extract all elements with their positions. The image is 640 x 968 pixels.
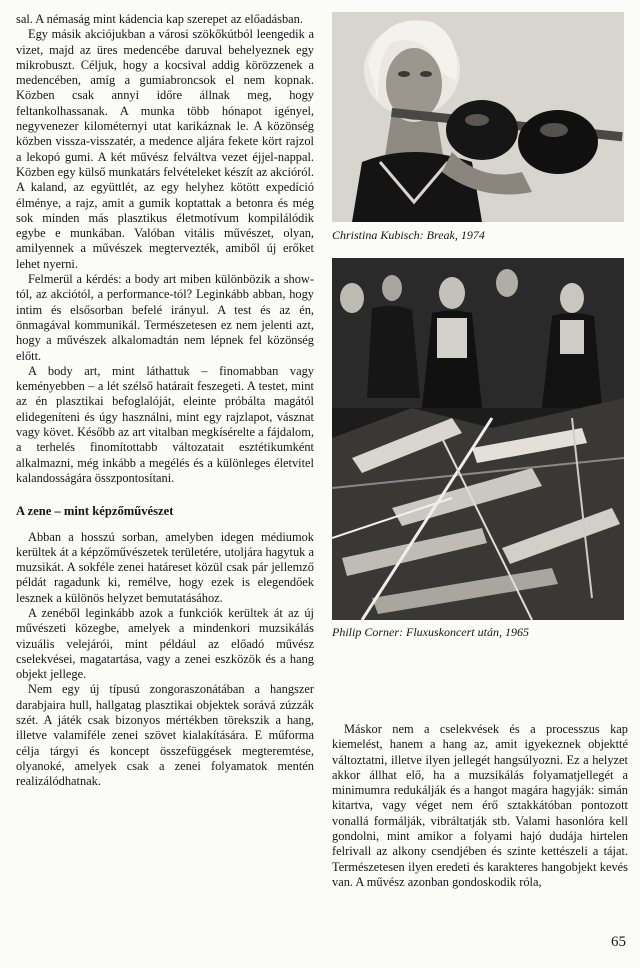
section-heading: A zene – mint képzőművészet — [16, 504, 174, 519]
paragraph: A zenéből leginkább azok a funkciók kerültek át az új művészeti közegbe, amelyek a mindenkori muzsikálás vizuális velejárói, mint például az előadó művész cselekvései, magatartása, vagy a zenei eszközök és a hang objekt jellege. — [16, 605, 314, 682]
left-text-column — [16, 12, 314, 790]
paragraph: Máskor nem a cselekvések és a processzus kap kiemelést, hanem a hang az, amit igyekeznek objektté változtatni, illetve ilyen jellegét hangsúlyozni. Ez a helyzet akkor állhat elő, ha a muzsikálás folyamatjellegét a minimumra redukálják és a hangot magára hagyják: simán kitartva, vagy véget nem érő sztakkátóban pontozott vonallá formálják, vibráltatják stb. Valami hasonlóra kell gondolni, mint amikor a folyami hajó dudája hirtelen felrivall az alkony csendjében és szinte kettészeli a tájat. Természetesen ilyen eredeti és karakteres hangobjekt kevés van. A művész azonban gondoskodik róla, — [332, 722, 628, 889]
paragraph: sal. A némaság mint kádencia kap szerepet az előadásban. — [16, 12, 303, 26]
paragraph: Nem egy új típusú zongoraszonátában a hangszer darabjaira hull, hallgatag plasztikai objektek sorává zúzzák szét. A játék csak bizonyos mértékben törekszik a hang, illetve valamiféle zenei szövet kialakítására. E műforma célja tárgyi és koncept összefüggések megteremtése, olyanoké, amelyek csak a zenei folyamatok mentén realizálódhatnak. — [16, 682, 314, 789]
paragraph: A body art, mint láthattuk – finomabban vagy keményebben – a lét szélső határait feszegeti. A testet, mint az én plasztikai befoglalóját, eleinte próbálta magától elidegeníteni és úgy használni, mint egy rajzlapot, vásznat vagy követ. Később az art vitalban megkísérelte a fájdalom, a terhelés finomítottabb változatait esztétikumként alkalmazni, még inkább a megélés és a különleges életvitel kalandosságára összpontosítani. — [16, 363, 314, 485]
photo-kubisch-break — [332, 12, 624, 222]
photo-corner-fluxuskoncert — [332, 258, 624, 620]
paragraph: Abban a hosszú sorban, amelyben idegen médiumok kerültek át a képzőművészetek területére, utoljára hagytuk a muzsikát. A sokféle zenei határeset közül csak pár jellemző példát ragadunk ki, remélve, hogy ezek is elegendőek lesznek a különös helyzet bemutatásához. — [16, 529, 314, 605]
figure-caption: Philip Corner: Fluxuskoncert után, 1965 — [332, 625, 529, 639]
figure-caption: Christina Kubisch: Break, 1974 — [332, 228, 485, 242]
paragraph: Egy másik akciójukban a városi szökőkútból leengedik a vizet, majd az üres medencébe daruval behelyeznek egy mikrobuszt. Céljuk, hogy a kocsival addig körözzenek a medencében, amíg a gumiabroncsok el nem kopnak. Közben csak annyi időre állnak meg, hogy feltankolhassanak. A munka több hónapot igényel, negyvenezer kilométernyi utat karikáznak le. A közönség közben vissza-visszatér, a medence aljára fekete kört rajzol a lekopó gumi. A két művész felváltva vezet éjjel-nappal. Közben egy külső munkatárs felvételeket készít az akcióról. A kaland, az együttlét, az egy helyhez kötött expedíció élménye, a rajz, amit a gumik koptattak a betonra és még sok minden más plasztikus életmotívum kompilálódik egybe e munkában. Valóban vitális művészet, olyan, amilyennek a művészek megtervezték, amiből új erőket lehet nyerni. — [16, 27, 314, 271]
page-number: 65 — [611, 934, 626, 950]
paragraph: Felmerül a kérdés: a body art miben különbözik a show-tól, az akciótól, a performance-tól? Leginkább abban, hogy intim és elsősorban befelé irányul. A test és az én, önmagával kommunikál. Természetesen ez nem jelenti azt, hogy a művészek alkalomadtán nem lépnek fel közönség előtt. — [16, 272, 314, 363]
right-text-column — [332, 722, 628, 890]
